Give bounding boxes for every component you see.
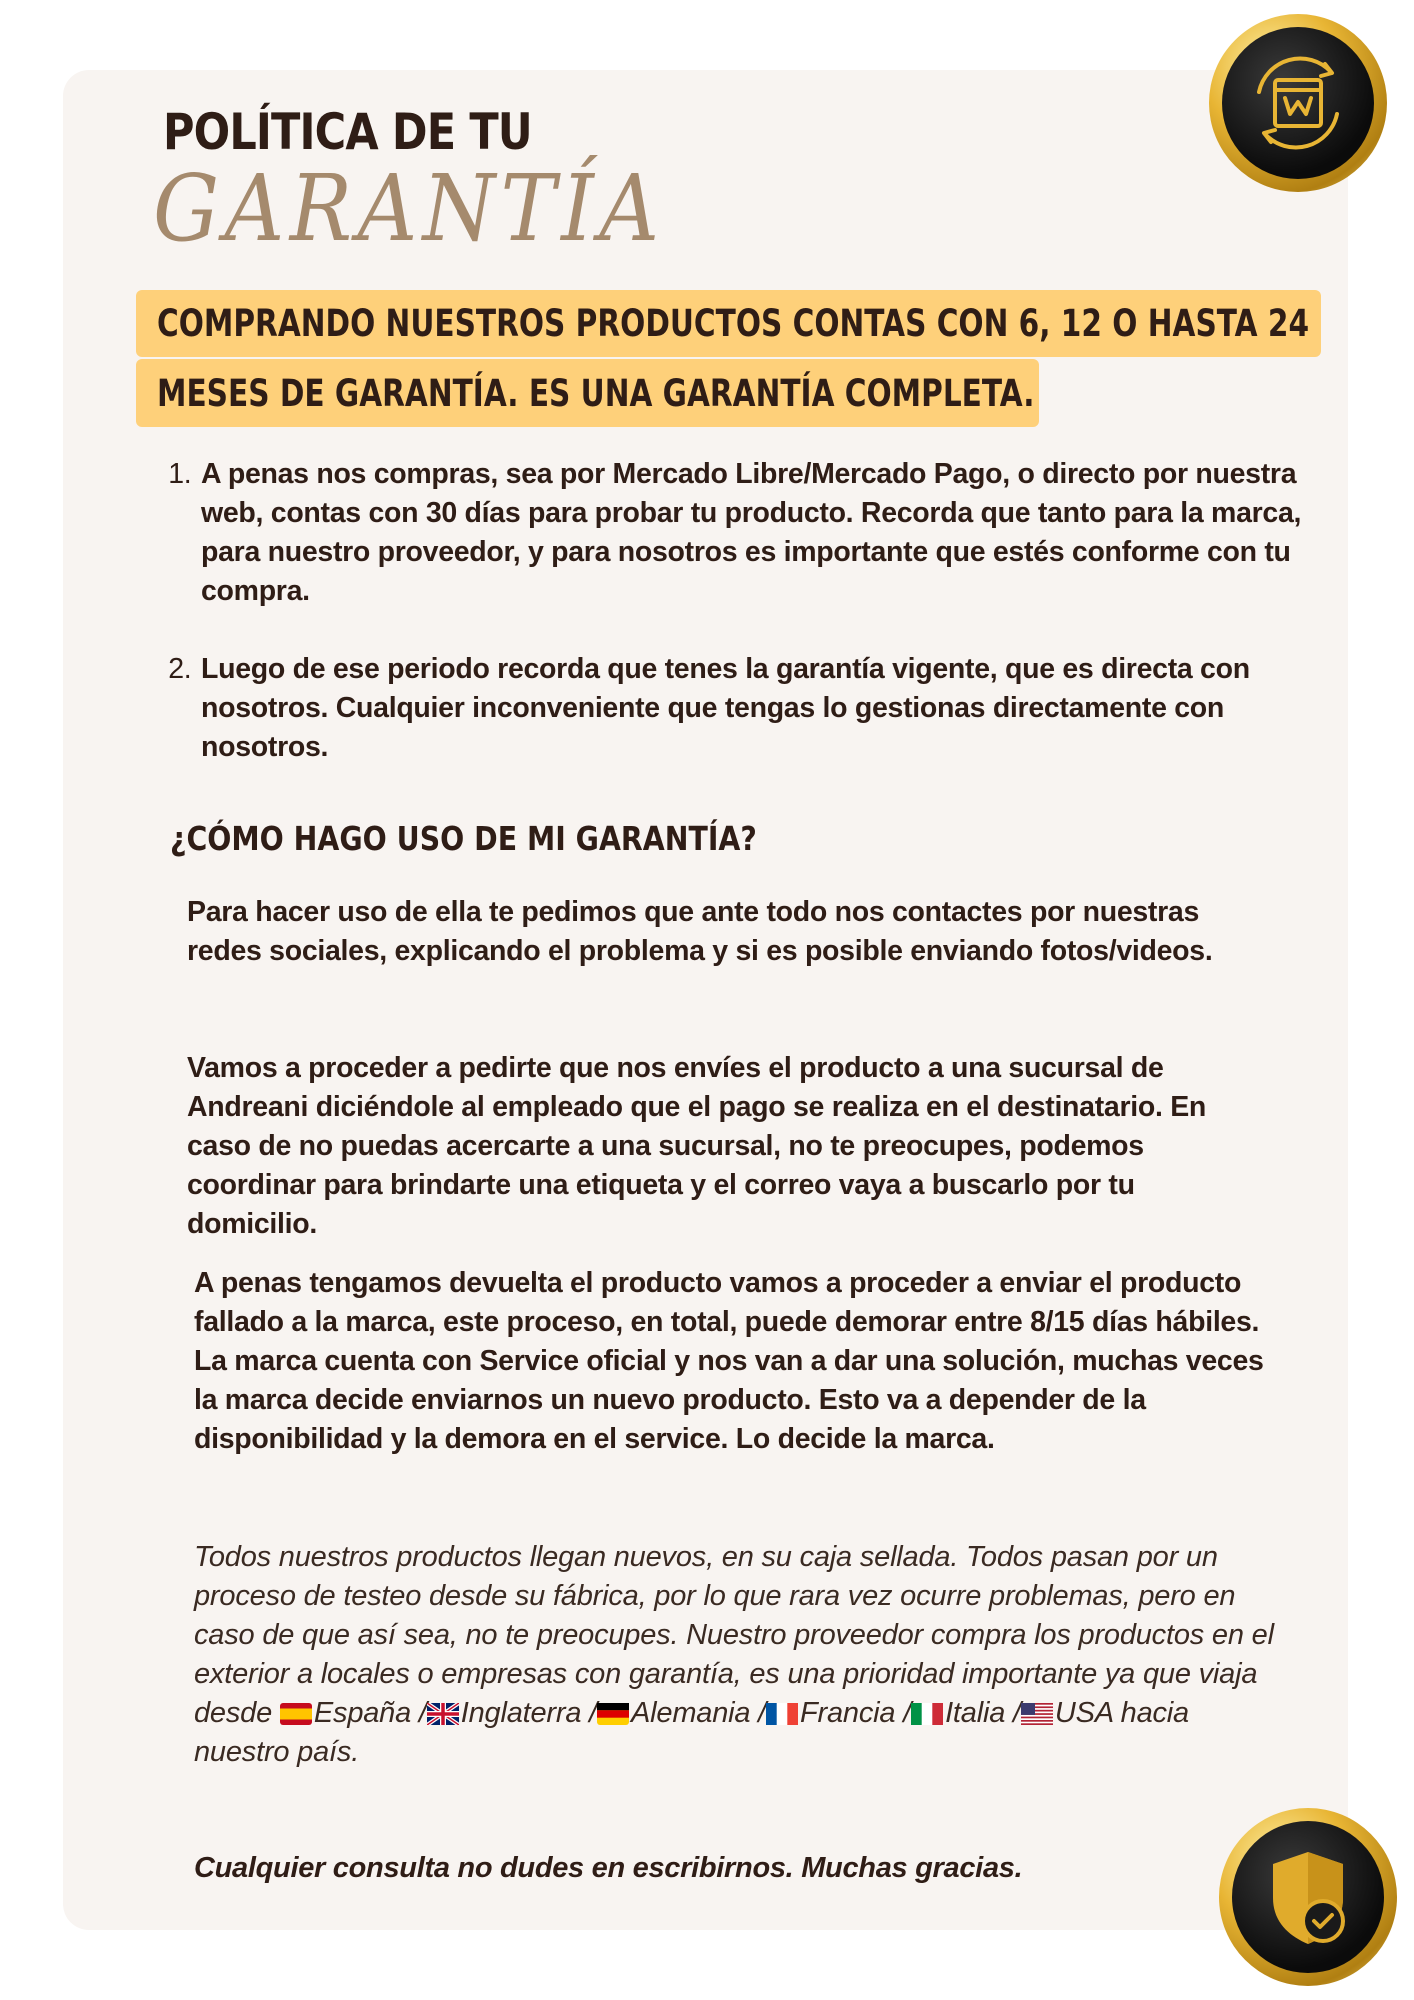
highlight-line-1: COMPRANDO NUESTROS PRODUCTOS CONTAS CON 6, 12 O HASTA 24 bbox=[136, 290, 1321, 357]
origin-intro: Todos nuestros productos llegan nuevos, en su caja sellada. Todos pasan por un proceso de testeo desde su fábrica, por lo que rara vez ocurre problemas, pero en caso de que así sea, no te preocupes. Nuestro proveedor compra los productos en el exterior a locales o empresas con garantía, es una prioridad importante ya que viaja desde bbox=[194, 1541, 1274, 1729]
closing-text: Cualquier consulta no dudes en escribirnos. Muchas gracias. bbox=[194, 1852, 1023, 1884]
country-name: Francia bbox=[800, 1697, 896, 1729]
policy-list bbox=[166, 455, 1314, 806]
title-script: GARANTÍA bbox=[153, 155, 665, 262]
policy-item: 2. Luego de ese periodo recorda que tenes la garantía vigente, que es directa con nosotros. Cualquier inconveniente que tengas lo gestionas directamente con nosotros. bbox=[199, 650, 1314, 767]
flag-uk-icon bbox=[427, 1703, 459, 1725]
country-name: España bbox=[313, 1697, 412, 1729]
country-name: Inglaterra bbox=[460, 1697, 582, 1729]
paragraph-contact: Para hacer uso de ella te pedimos que ante todo nos contactes por nuestras redes sociales, explicando el problema y si es posible enviando fotos/videos. bbox=[187, 896, 1213, 967]
paragraph-shipping: Vamos a proceder a pedirte que nos envíes el producto a una sucursal de Andreani diciéndole al empleado que el pago se realiza en el destinatario. En caso de no puedas acercarte a una sucursal, no te preocupes, podemos coordinar para brindarte una etiqueta y el correo vaya a buscarlo por tu domicilio. bbox=[187, 1052, 1207, 1240]
shield-check-badge bbox=[1219, 1808, 1397, 1986]
flag-spain-icon bbox=[280, 1703, 312, 1725]
shield-check-icon bbox=[1219, 1808, 1397, 1986]
flag-germany-icon bbox=[597, 1703, 629, 1725]
country-name: Italia bbox=[945, 1697, 1006, 1729]
title-top: POLÍTICA DE TU bbox=[163, 103, 532, 161]
highlight-line-2: MESES DE GARANTÍA. ES UNA GARANTÍA COMPLETA. bbox=[136, 359, 1039, 427]
flag-france-icon bbox=[766, 1703, 798, 1725]
paragraph-service: A penas tengamos devuelta el producto vamos a proceder a enviar el producto fallado a la marca, este proceso, en total, puede demorar entre 8/15 días hábiles. La marca cuenta con Service oficial y nos van a dar una solución, muchas veces la marca decide enviarnos un nuevo producto. Esto va a depender de la disponibilidad y la demora en el service. Lo decide la marca. bbox=[194, 1267, 1264, 1455]
flag-usa-icon bbox=[1021, 1703, 1053, 1725]
policy-item: 1. A penas nos compras, sea por Mercado Libre/Mercado Pago, o directo por nuestra web, contas con 30 días para probar tu producto. Recorda que tanto para la marca, para nuestro proveedor, y para nosotros es importante que estés conforme con tu compra. bbox=[199, 455, 1314, 611]
how-heading: ¿CÓMO HAGO USO DE MI GARANTÍA? bbox=[170, 819, 757, 858]
box-exchange-icon bbox=[1209, 14, 1387, 192]
origin-outro: hacia nuestro país. bbox=[194, 1697, 1189, 1768]
flag-italy-icon bbox=[911, 1703, 943, 1725]
paragraph-origin: Todos nuestros productos llegan nuevos, en su caja sellada. Todos pasan por un proceso de testeo desde su fábrica, por lo que rara vez ocurre problemas, pero en caso de que así sea, no te preocupes. Nuestro proveedor compra los productos en el exterior a locales o empresas con garantía, es una prioridad importante ya que viaja desde España / Inglaterra / Alemania / Francia / Italia / USA hacia nuestro país. bbox=[194, 1541, 1274, 1768]
box-exchange-badge bbox=[1209, 14, 1387, 192]
country-name: USA bbox=[1054, 1697, 1113, 1729]
country-name: Alemania bbox=[631, 1697, 751, 1729]
